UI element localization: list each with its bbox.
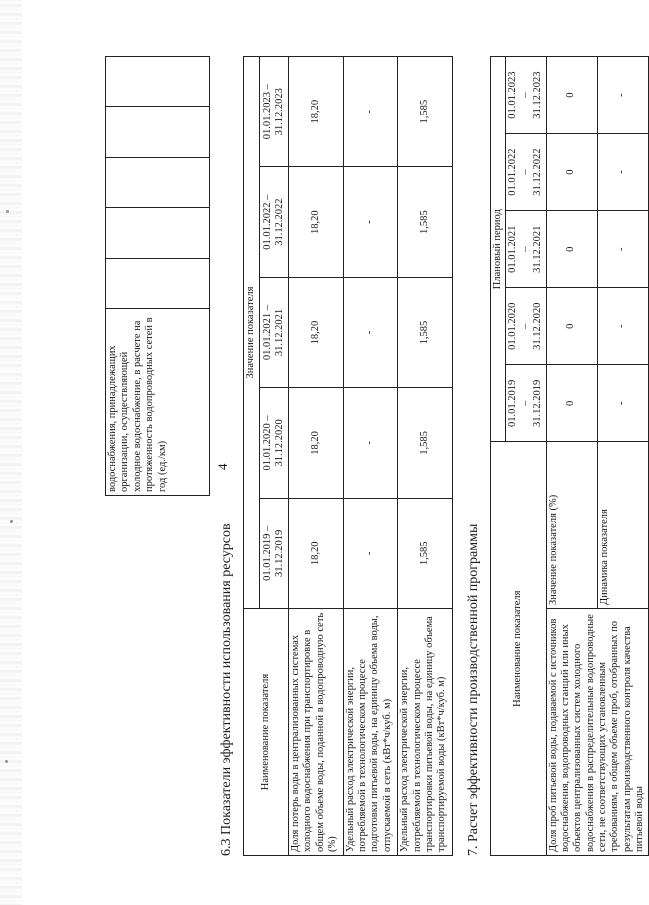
indicator-value: 1,585 xyxy=(398,277,453,387)
table-row xyxy=(398,57,453,856)
indicator-name: Удельный расход электрической энергии, потребляемой в технологическом процессе подготовки питьевой воды, на единицу объема воды, отпускаемой в сеть (кВт*ч/куб. м) xyxy=(343,609,398,856)
indicator-name: Доля проб питьевой воды, подаваемой с источников водоснабжения, водопроводных станций или иных объектов централизованных систем холодного водоснабжения в распределительные водопроводные сети, не соответствующих установленным требованиям, в общем объеме проб, отобранных по результатам производственного контроля качества питьевой воды xyxy=(546,609,648,856)
indicator-value: 1,585 xyxy=(398,167,453,277)
page-number: 4 xyxy=(215,463,230,470)
period-header: 01.01.2020 – 31.12.2020 xyxy=(260,388,289,498)
period-header: 01.01.2023 – 31.12.2023 xyxy=(260,57,289,167)
indicator-value: 18,20 xyxy=(288,498,343,608)
prev-row-value xyxy=(106,57,210,107)
indicator-value: - xyxy=(343,388,398,498)
period-header: 01.01.2019 – 31.12.2019 xyxy=(506,365,546,442)
table-row xyxy=(343,57,398,856)
table-row xyxy=(288,57,343,856)
sub-indicator-label: Динамика показателя xyxy=(597,442,648,609)
period-header: 01.01.2021 – 31.12.2021 xyxy=(260,277,289,387)
plan-period-header: Плановый период xyxy=(491,57,506,442)
indicator-name: Удельный расход электрической энергии, потребляемой в технологическом процессе транспортировки питьевой воды, на единицу объема транспортируемой воды (кВт*ч/куб. м) xyxy=(398,609,453,856)
prev-row-value xyxy=(106,107,210,157)
indicator-value: 1,585 xyxy=(398,57,453,167)
period-header: 01.01.2023 – 31.12.2023 xyxy=(506,57,546,134)
resource-efficiency-table xyxy=(243,56,453,856)
table-row xyxy=(546,57,597,856)
column-header-name: Наименование показателя xyxy=(244,609,289,856)
indicator-value: 1,585 xyxy=(398,388,453,498)
table-header-row xyxy=(244,57,260,856)
column-group-header: Значение показателя xyxy=(244,57,260,609)
prev-row-value xyxy=(106,157,210,207)
prev-row-text: водоснабжения, принадлежащих организации, осуществляющей холодное водоснабжение, в расчете на протяженность водопроводных сетей в год (ед./км) xyxy=(106,309,210,496)
table-row xyxy=(106,57,210,496)
indicator-value: - xyxy=(343,498,398,608)
section-7-title: 7. Расчет эффективности производственной программы xyxy=(466,523,481,856)
indicator-value: - xyxy=(597,57,648,134)
period-header: 01.01.2021 – 31.12.2021 xyxy=(506,211,546,288)
scan-speck xyxy=(5,760,8,763)
scan-edge xyxy=(0,0,22,905)
scan-speck xyxy=(6,210,9,213)
scan-speck xyxy=(10,520,13,523)
indicator-value: 0 xyxy=(546,211,597,288)
indicator-value: - xyxy=(597,288,648,365)
indicator-value: - xyxy=(597,134,648,211)
period-header: 01.01.2019 – 31.12.2019 xyxy=(260,498,289,608)
indicator-name: Доля потерь воды в централизованных системах холодного водоснабжения при транспортировке в общем объеме воды, поданной в водопроводную сеть (%) xyxy=(288,609,343,856)
indicator-value: 18,20 xyxy=(288,388,343,498)
indicator-value: 18,20 xyxy=(288,57,343,167)
indicator-value: 18,20 xyxy=(288,277,343,387)
indicator-value: 0 xyxy=(546,365,597,442)
previous-table-continuation xyxy=(105,56,210,496)
section-6-3-title: 6.3 Показатели эффективности использования ресурсов xyxy=(219,523,234,856)
period-header: 01.01.2022 – 31.12.2022 xyxy=(506,134,546,211)
indicator-value: 0 xyxy=(546,288,597,365)
indicator-value: - xyxy=(343,167,398,277)
indicator-value: 0 xyxy=(546,57,597,134)
indicator-value: - xyxy=(343,57,398,167)
indicator-value: - xyxy=(343,277,398,387)
period-header: 01.01.2022 – 31.12.2022 xyxy=(260,167,289,277)
indicator-value: 1,585 xyxy=(398,498,453,608)
sub-indicator-label: Значение показателя (%) xyxy=(546,442,597,609)
prev-row-value xyxy=(106,208,210,258)
table-header-row xyxy=(491,57,506,856)
program-efficiency-table xyxy=(490,56,649,856)
indicator-value: 0 xyxy=(546,134,597,211)
column-header-name: Наименование показателя xyxy=(491,442,547,856)
rotated-document-sheet xyxy=(105,56,646,856)
indicator-value: - xyxy=(597,365,648,442)
indicator-value: 18,20 xyxy=(288,167,343,277)
indicator-value: - xyxy=(597,211,648,288)
period-header: 01.01.2020 – 31.12.2020 xyxy=(506,288,546,365)
prev-row-value xyxy=(106,258,210,308)
